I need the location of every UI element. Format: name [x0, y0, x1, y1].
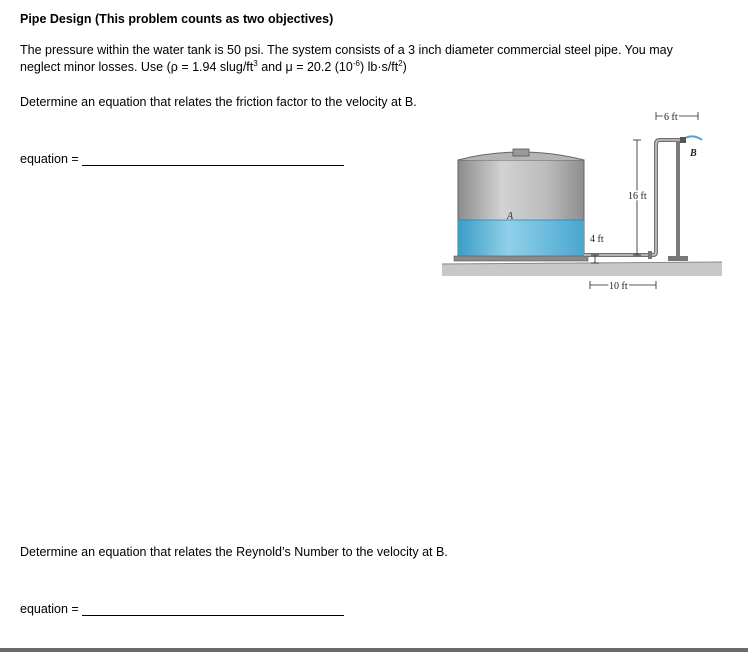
- label-a: A: [507, 211, 514, 222]
- answer-blank-line[interactable]: [82, 153, 344, 166]
- question-friction-factor: Determine an equation that relates the friction factor to the velocity at B.: [20, 95, 417, 109]
- equation-label: equation =: [20, 602, 79, 616]
- problem-statement: The pressure within the water tank is 50 psi. The system consists of a 3 inch diameter commercial steel pipe. You may neglect minor losses. Use (ρ = 1.94 slug/$ft^3$ and μ = 20.2 $(10^{-6})$ $lb\cdot s/ft^2$): [20, 43, 673, 74]
- dim-4ft: 4 ft: [590, 234, 604, 245]
- answer-field-friction[interactable]: [20, 152, 344, 166]
- answer-field-reynolds[interactable]: [20, 602, 344, 616]
- dim-6ft: 6 ft: [664, 112, 678, 123]
- equation-label: equation =: [20, 152, 79, 166]
- dim-16ft: 16 ft: [628, 191, 647, 202]
- question-reynolds-number: Determine an equation that relates the Reynold’s Number to the velocity at B.: [20, 545, 448, 559]
- tank-pipe-figure: [440, 108, 725, 298]
- dim-10ft: 10 ft: [609, 281, 628, 292]
- ground: [442, 262, 722, 276]
- label-b: B: [690, 148, 697, 159]
- tank: [454, 149, 588, 261]
- page-bottom-border: [0, 648, 748, 652]
- answer-blank-line[interactable]: [82, 603, 344, 616]
- problem-title: Pipe Design (This problem counts as two objectives): [20, 12, 334, 26]
